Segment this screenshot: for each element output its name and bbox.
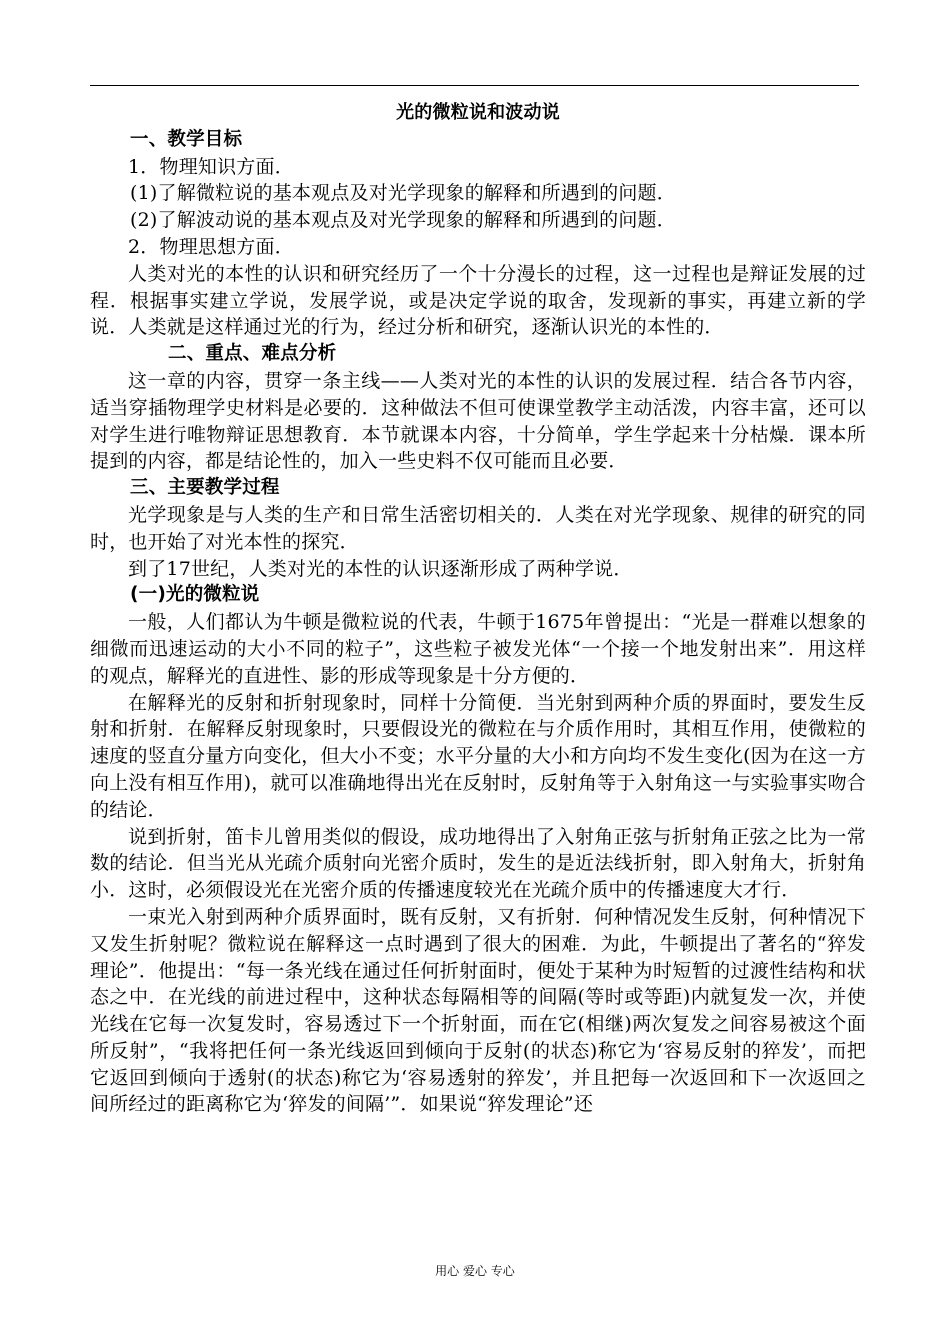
section-heading-1: 一、教学目标 [130, 128, 243, 150]
list-item: 2．物理思想方面． [128, 235, 294, 258]
document-body [90, 100, 866, 1118]
paragraph: 一般，人们都认为牛顿是微粒说的代表，牛顿于1675年曾提出：“光是一群难以想象的细微而迅速运动的大小不同的粒子”，这些粒子被发光体“一个接一个地发射出来”．用这样的观点，解释光的直进性、影的形成等现象是十分方便的． [90, 611, 866, 687]
section-heading-3: 三、主要教学过程 [130, 477, 280, 499]
header-rule [90, 85, 859, 86]
paragraph: 说到折射，笛卡儿曾用类似的假设，成功地得出了入射角正弦与折射角正弦之比为一常数的结论．但当光从光疏介质射向光密介质时，发生的是近法线折射，即入射角大，折射角小．这时，必须假设光在光密介质的传播速度较光在光疏介质中的传播速度大才行． [90, 825, 866, 902]
list-item: (2)了解波动说的基本观点及对光学现象的解释和所遇到的问题． [130, 209, 676, 232]
paragraph: 一束光入射到两种介质界面时，既有反射，又有折射．何种情况发生反射，何种情况下又发生折射呢？微粒说在解释这一点时遇到了很大的困难．为此，牛顿提出了著名的“猝发理论”．他提出：“每一条光线在通过任何折射面时，便处于某种为时短暂的过渡性结构和状态之中．在光线的前进过程中，这种状态每隔相等的间隔(等时或等距)内就复发一次，并使光线在它每一次复发时，容易透过下一个折射面，而在它(相继)两次复发之间容易被这个面所反射”，“我将把任何一条光线返回到倾向于反射(的状态)称它为‘容易反射的猝发’，而把它返回到倾向于透射(的状态)称它为‘容易透射的猝发’，并且把每一次返回和下一次返回之间所经过的距离称它为‘猝发的间隔’”．如果说“猝发理论”还 [90, 905, 866, 1116]
list-item: 1．物理知识方面． [128, 155, 294, 178]
section-heading-2: 二、重点、难点分析 [168, 343, 337, 365]
paragraph: 在解释光的反射和折射现象时，同样十分简便．当光射到两种介质的界面时，要发生反射和折射．在解释反射现象时，只要假设光的微粒在与介质作用时，其相互作用，使微粒的速度的竖直分量方向变化，但大小不变；水平分量的大小和方向均不发生变化(因为在这一方向上没有相互作用)，就可以准确地得出光在反射时，反射角等于入射角这一与实验事实吻合的结论． [90, 691, 866, 821]
paragraph: 到了17世纪，人类对光的本性的认识逐渐形成了两种学说． [128, 557, 633, 580]
paragraph: 这一章的内容，贯穿一条主线——人类对光的本性的认识的发展过程．结合各节内容，适当穿插物理学史材料是必要的．这种做法不但可使课堂教学主动活泼，内容丰富，还可以对学生进行唯物辩证思想教育．本节就课本内容，十分简单，学生学起来十分枯燥．课本所提到的内容，都是结论性的，加入一些史料不仅可能而且必要． [90, 369, 866, 473]
list-item: (1)了解微粒说的基本观点及对光学现象的解释和所遇到的问题． [130, 182, 676, 205]
subsection-heading: (一)光的微粒说 [130, 584, 260, 606]
paragraph: 人类对光的本性的认识和研究经历了一个十分漫长的过程，这一过程也是辩证发展的过程．根据事实建立学说，发展学说，或是决定学说的取舍，发现新的事实，再建立新的学说．人类就是这样通过光的行为，经过分析和研究，逐渐认识光的本性的． [90, 262, 866, 339]
document-title: 光的微粒说和波动说 [396, 102, 560, 123]
page-footer: 用心 爱心 专心 [435, 1264, 515, 1278]
paragraph: 光学现象是与人类的生产和日常生活密切相关的．人类在对光学现象、规律的研究的同时，也开始了对光本性的探究． [90, 503, 866, 553]
